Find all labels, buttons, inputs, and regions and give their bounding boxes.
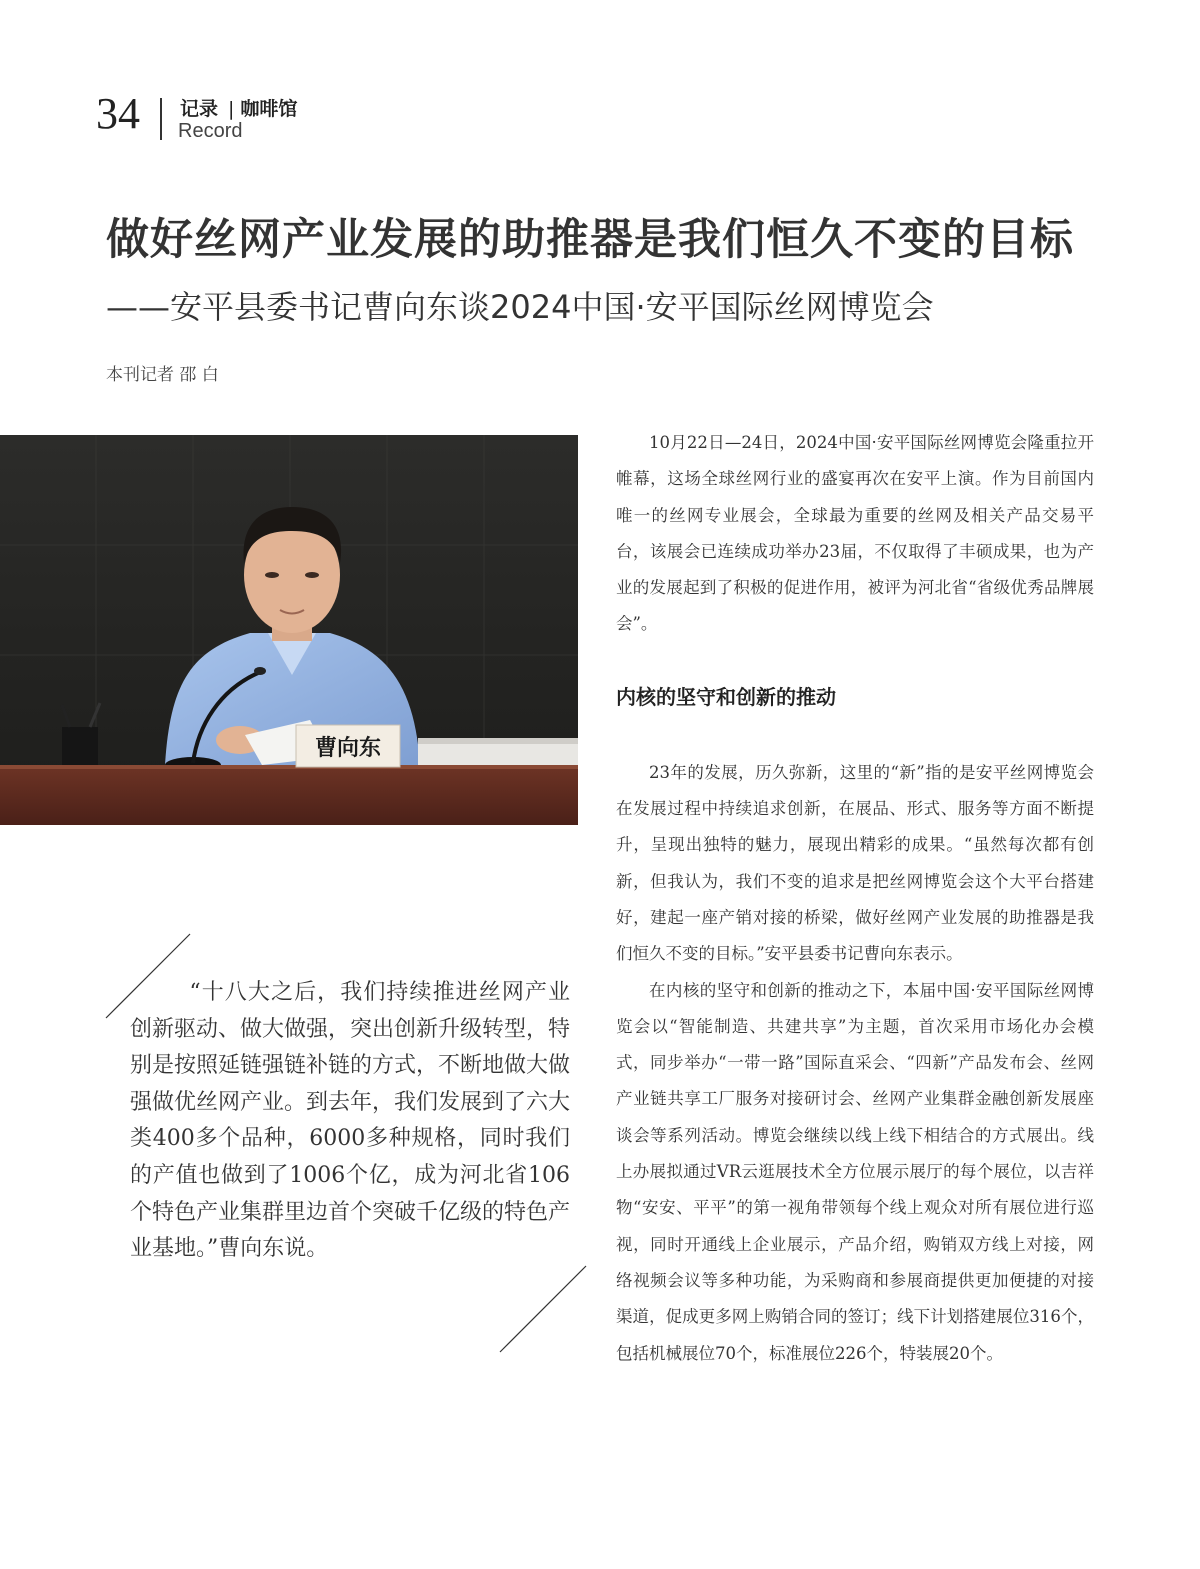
section-label: 记录	[180, 98, 219, 120]
desk	[0, 765, 578, 825]
body-paragraph-2: 在内核的坚守和创新的推动之下，本届中国·安平国际丝网博览会以“智能制造、共建共享”为主题，首次采用市场化办会模式，同步举办“一带一路”国际直采会、“四新”产品发布会、丝网产业链共享工厂服务对接研讨会、丝网产业集群金融创新发展座谈会等系列活动。博览会继续以线上线下相结合的方式展出。线上办展拟通过VR云逛展技术全方位展示展厅的每个展位，以吉祥物“安安、平平”的第一视角带领每个线上观众对所有展位进行巡视，同时开通线上企业展示，产品介绍，购销双方线上对接，网络视频会议等多种功能，为采购商和参展商提供更加便捷的对接渠道，促成更多网上购销合同的签订；线下计划搭建展位316个，包括机械展位70个，标准展位226个，特装展20个。	[616, 980, 1094, 1363]
pull-quote-text: “十八大之后，我们持续推进丝网产业创新驱动、做大做强，突出创新升级转型，特别是按照延链强链补链的方式，不断地做大做强做优丝网产业。到去年，我们发展到了六大类400多个品种，6000多种规格，同时我们的产值也做到了1006个亿，成为河北省106个特色产业集群里边首个突破千亿级的特色产业基地。”曹向东说。	[130, 980, 571, 1262]
byline: 本刊记者 邵 白	[106, 365, 219, 385]
column-label: 咖啡馆	[240, 98, 298, 120]
nameplate-text: 曹向东	[314, 735, 382, 761]
article-subtitle: ——安平县委书记曹向东谈2024中国·安平国际丝网博览会	[106, 288, 934, 326]
article-photo	[0, 435, 578, 825]
page-number: 34	[96, 89, 140, 138]
nameplate	[296, 725, 400, 767]
section-separator: |	[228, 98, 235, 120]
intro-paragraph: 10月22日—24日，2024中国·安平国际丝网博览会隆重拉开帷幕，这场全球丝网行业的盛宴再次在安平上演。作为目前国内唯一的丝网专业展会，全球最为重要的丝网及相关产品交易平台，该展会已连续成功举办23届，不仅取得了丰硕成果，也为产业的发展起到了积极的促进作用，被评为河北省“省级优秀品牌展会”。	[616, 433, 1094, 634]
header-section	[180, 94, 297, 121]
article-title: 做好丝网产业发展的助推器是我们恒久不变的目标	[106, 215, 1074, 265]
right-column	[616, 425, 1094, 1372]
pull-quote	[130, 975, 570, 1268]
quote-deco-line-bottom	[498, 1264, 588, 1354]
body-paragraph-1: 23年的发展，历久弥新，这里的“新”指的是安平丝网博览会在发展过程中持续追求创新，在展品、形式、服务等方面不断提升，呈现出独特的魅力，展现出精彩的成果。“虽然每次都有创新，但我认为，我们不变的追求是把丝网博览会这个大平台搭建好，建起一座产销对接的桥梁，做好丝网产业发展的助推器是我们恒久不变的目标。”安平县委书记曹向东表示。	[616, 762, 1094, 964]
header-divider	[160, 98, 162, 140]
header-section-en: Record	[178, 120, 243, 142]
section-heading: 内核的坚守和创新的推动	[616, 684, 836, 709]
